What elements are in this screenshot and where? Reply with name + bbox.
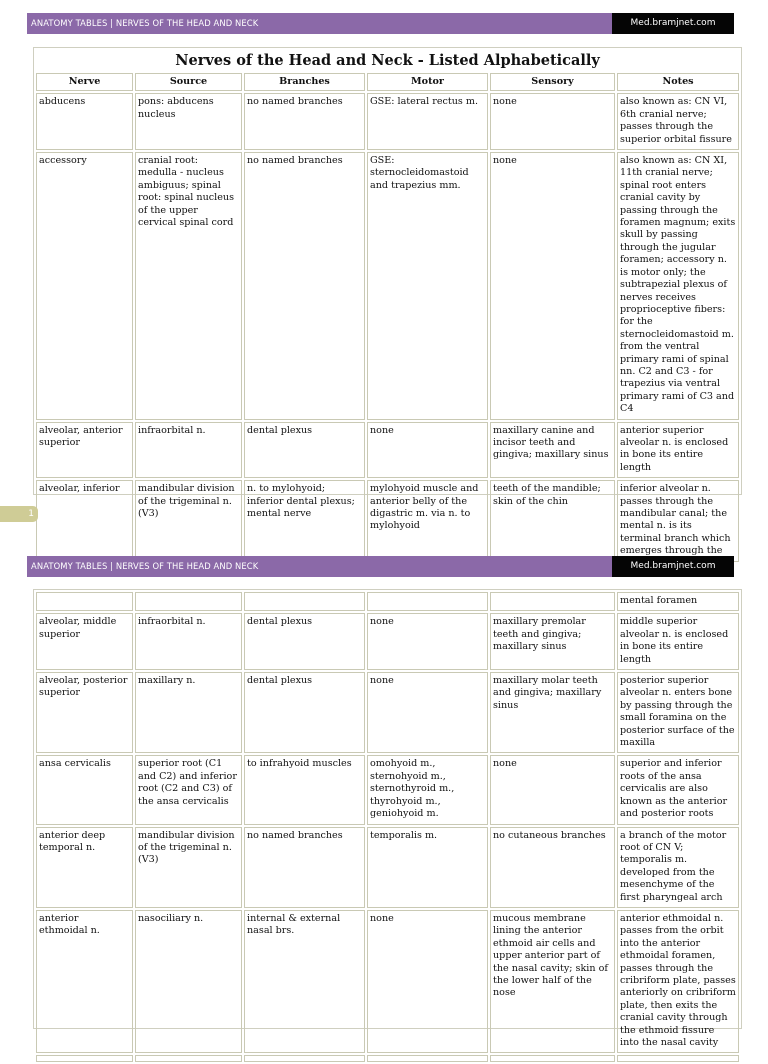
sensory-cell: mucous membrane lining the anterior ethmoid air cells and upper anterior part of the nasal cavity; skin of the lower half of the nose bbox=[490, 910, 615, 1053]
header-section-title: ANATOMY TABLES | NERVES OF THE HEAD AND NECK bbox=[31, 561, 259, 571]
source-cell: mandibular division of the trigeminal n.(V3) bbox=[135, 480, 242, 561]
nerve-cell: alveolar, middle superior bbox=[36, 613, 133, 670]
motor-cell: temporalis m. bbox=[367, 827, 488, 908]
source-cell: infraorbital n. bbox=[135, 422, 242, 479]
table-row bbox=[36, 422, 739, 479]
motor-cell: none bbox=[367, 672, 488, 753]
table-row bbox=[36, 827, 739, 908]
motor-cell: none bbox=[367, 910, 488, 1053]
table-row bbox=[36, 910, 739, 1053]
sensory-cell: none bbox=[490, 152, 615, 420]
source-cell: nasociliary n. bbox=[135, 910, 242, 1053]
notes-cell: middle superior alveolar n. is enclosed in bone its entire length bbox=[617, 613, 739, 670]
notes-cell: also known as: CN XI, 11th cranial nerve; spinal root enters cranial cavity by passing through the foramen magnum; exits skull by passing through the jugular foramen; accessory n. is motor only; the subtrapezial plexus of nerves receives proprioceptive fibers: for the sternocleidomastoid m. from the ventral primary rami of spinal nn. C2 and C3 - for trapezius via ventral primary rami of C3 and C4 bbox=[617, 152, 739, 420]
column-header-notes: Notes bbox=[617, 73, 739, 91]
table-row bbox=[36, 93, 739, 150]
motor-cell bbox=[367, 1055, 488, 1062]
branches-cell: no named branches bbox=[244, 152, 365, 420]
table-header-row bbox=[36, 73, 739, 91]
branches-cell: no named branches bbox=[244, 827, 365, 908]
branches-cell: to infrahyoid muscles bbox=[244, 755, 365, 824]
branches-cell: dental plexus bbox=[244, 613, 365, 670]
sensory-cell: no cutaneous branches bbox=[490, 827, 615, 908]
branches-cell: dental plexus bbox=[244, 672, 365, 753]
sensory-cell bbox=[490, 1055, 615, 1062]
nerve-cell: alveolar, anterior superior bbox=[36, 422, 133, 479]
branches-cell bbox=[244, 1055, 365, 1062]
header-site-name[interactable]: Med.bramjnet.com bbox=[612, 13, 734, 34]
source-cell: infraorbital n. bbox=[135, 613, 242, 670]
table-row bbox=[36, 613, 739, 670]
nerve-cell: ansa cervicalis bbox=[36, 755, 133, 824]
header-site-name[interactable]: Med.bramjnet.com bbox=[612, 556, 734, 577]
sensory-cell: maxillary canine and incisor teeth and gingiva; maxillary sinus bbox=[490, 422, 615, 479]
column-header-nerve: Nerve bbox=[36, 73, 133, 91]
motor-cell: none bbox=[367, 613, 488, 670]
column-header-source: Source bbox=[135, 73, 242, 91]
motor-cell: mylohyoid muscle and anterior belly of the digastric m. via n. to mylohyoid bbox=[367, 480, 488, 561]
nerve-cell: alveolar, inferior bbox=[36, 480, 133, 561]
notes-cell: also known as: CN VI, 6th cranial nerve; passes through the superior orbital fissure bbox=[617, 93, 739, 150]
column-header-sensory: Sensory bbox=[490, 73, 615, 91]
page-title: Nerves of the Head and Neck - Listed Alphabetically bbox=[175, 52, 600, 69]
notes-cell: a branch of the motor root of CN V; temporalis m. developed from the mesenchyme of the first pharyngeal arch bbox=[617, 827, 739, 908]
column-header-motor: Motor bbox=[367, 73, 488, 91]
table-row bbox=[36, 1055, 739, 1062]
notes-cell: inferior alveolar n. passes through the mandibular canal; the mental n. is its terminal branch which emerges through the bbox=[617, 480, 739, 561]
table-row bbox=[36, 152, 739, 420]
nerve-cell: anterior ethmoidal n. bbox=[36, 910, 133, 1053]
page-header bbox=[27, 13, 734, 34]
notes-cell: anterior ethmoidal n. passes from the orbit into the anterior ethmoidal foramen, passes through the cribriform plate, passes anteriorly on cribriform plate, then exits the cranial cavity through the ethmoid fissure into the nasal cavity bbox=[617, 910, 739, 1053]
nerve-cell: abducens bbox=[36, 93, 133, 150]
sensory-cell: maxillary molar teeth and gingiva; maxillary sinus bbox=[490, 672, 615, 753]
notes-cell: posterior superior alveolar n. enters bone by passing through the small foramina on the posterior surface of the maxilla bbox=[617, 672, 739, 753]
source-cell: cranial root: medulla - nucleus ambiguus; spinal root: spinal nucleus of the upper cervical spinal cord bbox=[135, 152, 242, 420]
sensory-cell: teeth of the mandible; skin of the chin bbox=[490, 480, 615, 561]
nerve-cell: alveolar, posterior superior bbox=[36, 672, 133, 753]
page-header-2 bbox=[27, 556, 734, 577]
motor-cell: omohyoid m., sternohyoid m., sternothyroid m., thyrohyoid m., geniohyoid m. bbox=[367, 755, 488, 824]
page-number-badge: 1 bbox=[0, 506, 38, 522]
source-cell: pons: abducens nucleus bbox=[135, 93, 242, 150]
nerve-cell: accessory bbox=[36, 152, 133, 420]
branches-cell: n. to mylohyoid; inferior dental plexus; mental nerve bbox=[244, 480, 365, 561]
source-cell: maxillary n. bbox=[135, 672, 242, 753]
nerves-table-page-2 bbox=[33, 589, 742, 1048]
source-cell bbox=[135, 1055, 242, 1062]
motor-cell: GSE: lateral rectus m. bbox=[367, 93, 488, 150]
nerve-cell bbox=[36, 1055, 133, 1062]
sensory-cell: none bbox=[490, 93, 615, 150]
table-row-continued bbox=[36, 592, 739, 611]
nerves-table-page-1 bbox=[33, 47, 742, 557]
table-row bbox=[36, 672, 739, 753]
notes-cell: anterior superior alveolar n. is enclosed in bone its entire length bbox=[617, 422, 739, 479]
branches-cell: dental plexus bbox=[244, 422, 365, 479]
branches-cell: no named branches bbox=[244, 93, 365, 150]
notes-cell: mental foramen bbox=[617, 592, 739, 611]
notes-cell bbox=[617, 1055, 739, 1062]
sensory-cell: none bbox=[490, 755, 615, 824]
header-section-title: ANATOMY TABLES | NERVES OF THE HEAD AND NECK bbox=[31, 18, 259, 28]
column-header-branches: Branches bbox=[244, 73, 365, 91]
source-cell: superior root (C1 and C2) and inferior root (C2 and C3) of the ansa cervicalis bbox=[135, 755, 242, 824]
motor-cell: GSE: sternocleidomastoid and trapezius mm. bbox=[367, 152, 488, 420]
nerve-cell: anterior deep temporal n. bbox=[36, 827, 133, 908]
table-row bbox=[36, 480, 739, 561]
source-cell: mandibular division of the trigeminal n. (V3) bbox=[135, 827, 242, 908]
notes-cell: superior and inferior roots of the ansa cervicalis are also known as the anterior and posterior roots bbox=[617, 755, 739, 824]
motor-cell: none bbox=[367, 422, 488, 479]
branches-cell: internal & external nasal brs. bbox=[244, 910, 365, 1053]
table-row bbox=[36, 755, 739, 824]
sensory-cell: maxillary premolar teeth and gingiva; maxillary sinus bbox=[490, 613, 615, 670]
